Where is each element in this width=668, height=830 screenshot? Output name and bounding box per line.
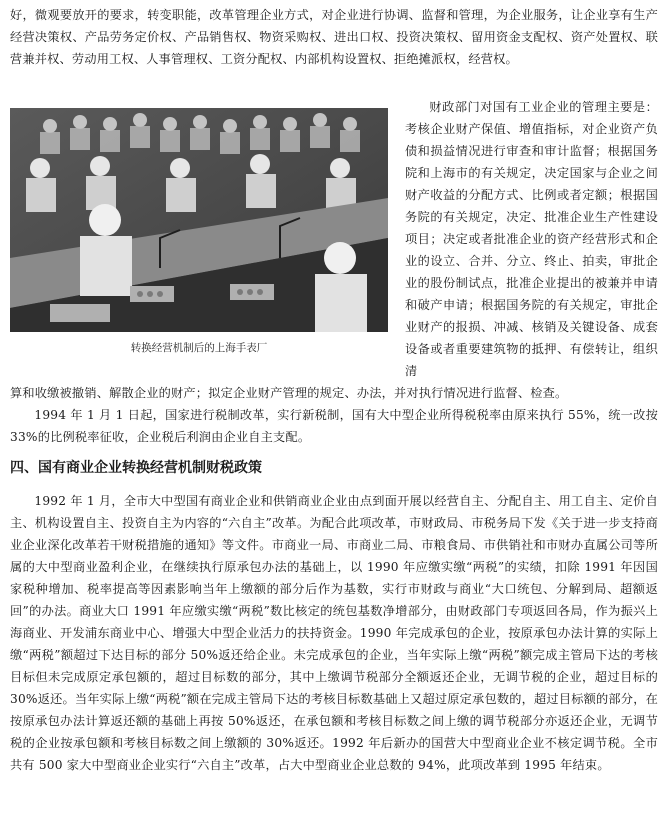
paragraph-finance-management-continued: 算和收缴被撤销、解散企业的财产；拟定企业财产管理的规定、办法，并对执行情况进行监督、检查。 bbox=[10, 386, 568, 400]
paragraph-finance-management: 财政部门对国有工业企业的管理主要是：考核企业财产保值、增值指标，对企业资产负债和损益情况进行审查和审计监督；根据国务院和上海市的有关规定，决定国家与企业之间财产收益的分配方式、比例或者定额；根据国务院的有关规定，决定、批准企业生产性建设项目；决定或者批准企业的资产经营形式和企业的设立、合并、分立、终止、拍卖，审批企业的股份制试点，批准企业提出的被兼并申请和破产申请；根据国务院的有关规定，审批企业财产的报损、冲减、核销及关键设备、成套设备或者重要建筑物的抵押、有偿转让，组织清 bbox=[405, 100, 658, 378]
paragraph-enterprise-rights: 好，微观要放开的要求，转变职能，改革管理企业方式，对企业进行协调、监督和管理，为企业服务，让企业享有生产经营决策权、产品劳务定价权、产品销售权、物资采购权、进出口权、投资决策权、留用资金支配权、资产处置权、联营兼并权、劳动用工权、人事管理权、工资分配权、内部机构设置权、拒绝摊派权，经营权。 bbox=[10, 8, 658, 66]
photo-caption: 转换经营机制后的上海手表厂 bbox=[130, 342, 268, 354]
factory-photo bbox=[10, 108, 388, 332]
section-heading: 四、国有商业企业转换经营机制财税政策 bbox=[10, 460, 262, 476]
paragraph-tax-reform-1994: 1994 年 1 月 1 日起，国家进行税制改革，实行新税制，国有大中型企业所得税税率由原来执行 55%，统一改按 33%的比例税率征收，企业税后利润由企业自主支配。 bbox=[10, 408, 658, 444]
paragraph-commercial-reform-1992: 1992 年 1 月，全市大中型国有商业企业和供销商业企业由点到面开展以经营自主、分配自主、用工自主、定价自主、机构设置自主、投资自主为内容的“六自主”改革。为配合此项改革，市财政局、市税务局下发《关于进一步支持商业企业深化改革若干财税措施的通知》等文件。市商业一局、市商业二局、市粮食局、市供销社和市财办直属公司等所属的大中型商业盈利企业，在继续执行原承包办法的基础上，以 1990 年应缴实缴“两税”的实绩，扣除 1991 年因国家税种增加、税率提高等因素影响当年上缴额的部分后作为基数，实行市财政与商业“大口统包、分解到局、超额返回”的办法。商业大口 1991 年应缴实缴“两税”数比核定的统包基数净增部分，由财政部门专项返回各局，作为振兴上海商业、开发浦东商业中心、增强大中型企业活力的扶持资金。1990 年完成承包的企业，按原承包办法计算的实际上缴“两税”额超过下达目标的部分 50%返还给企业。未完成承包的企业，当年实际上缴“两税”额完成主管局下达的考核目标但未完成原定承包额的，超过目标数的部分，其中上缴调节税部分全额返还企业，无调节税的企业，超过目标的 30%返还。当年实际上缴“两税”额在完成主管局下达的考核目标数基础上又超过原定承包数的，超过目标额的部分，在按原承包办法计算返还额的基础上再按 50%返还，在承包额和考核目标数之间上缴的调节税部分亦返还企业，无调节税的企业按承包额和考核目标数之间上缴额的 30%返还。1992 年后新办的国营大中型商业企业不核定调节税。全市共有 500 家大中型商业企业实行“六自主”改革，占大中型商业企业总数的 94%，此项改革到 1995 年结束。 bbox=[10, 494, 658, 772]
